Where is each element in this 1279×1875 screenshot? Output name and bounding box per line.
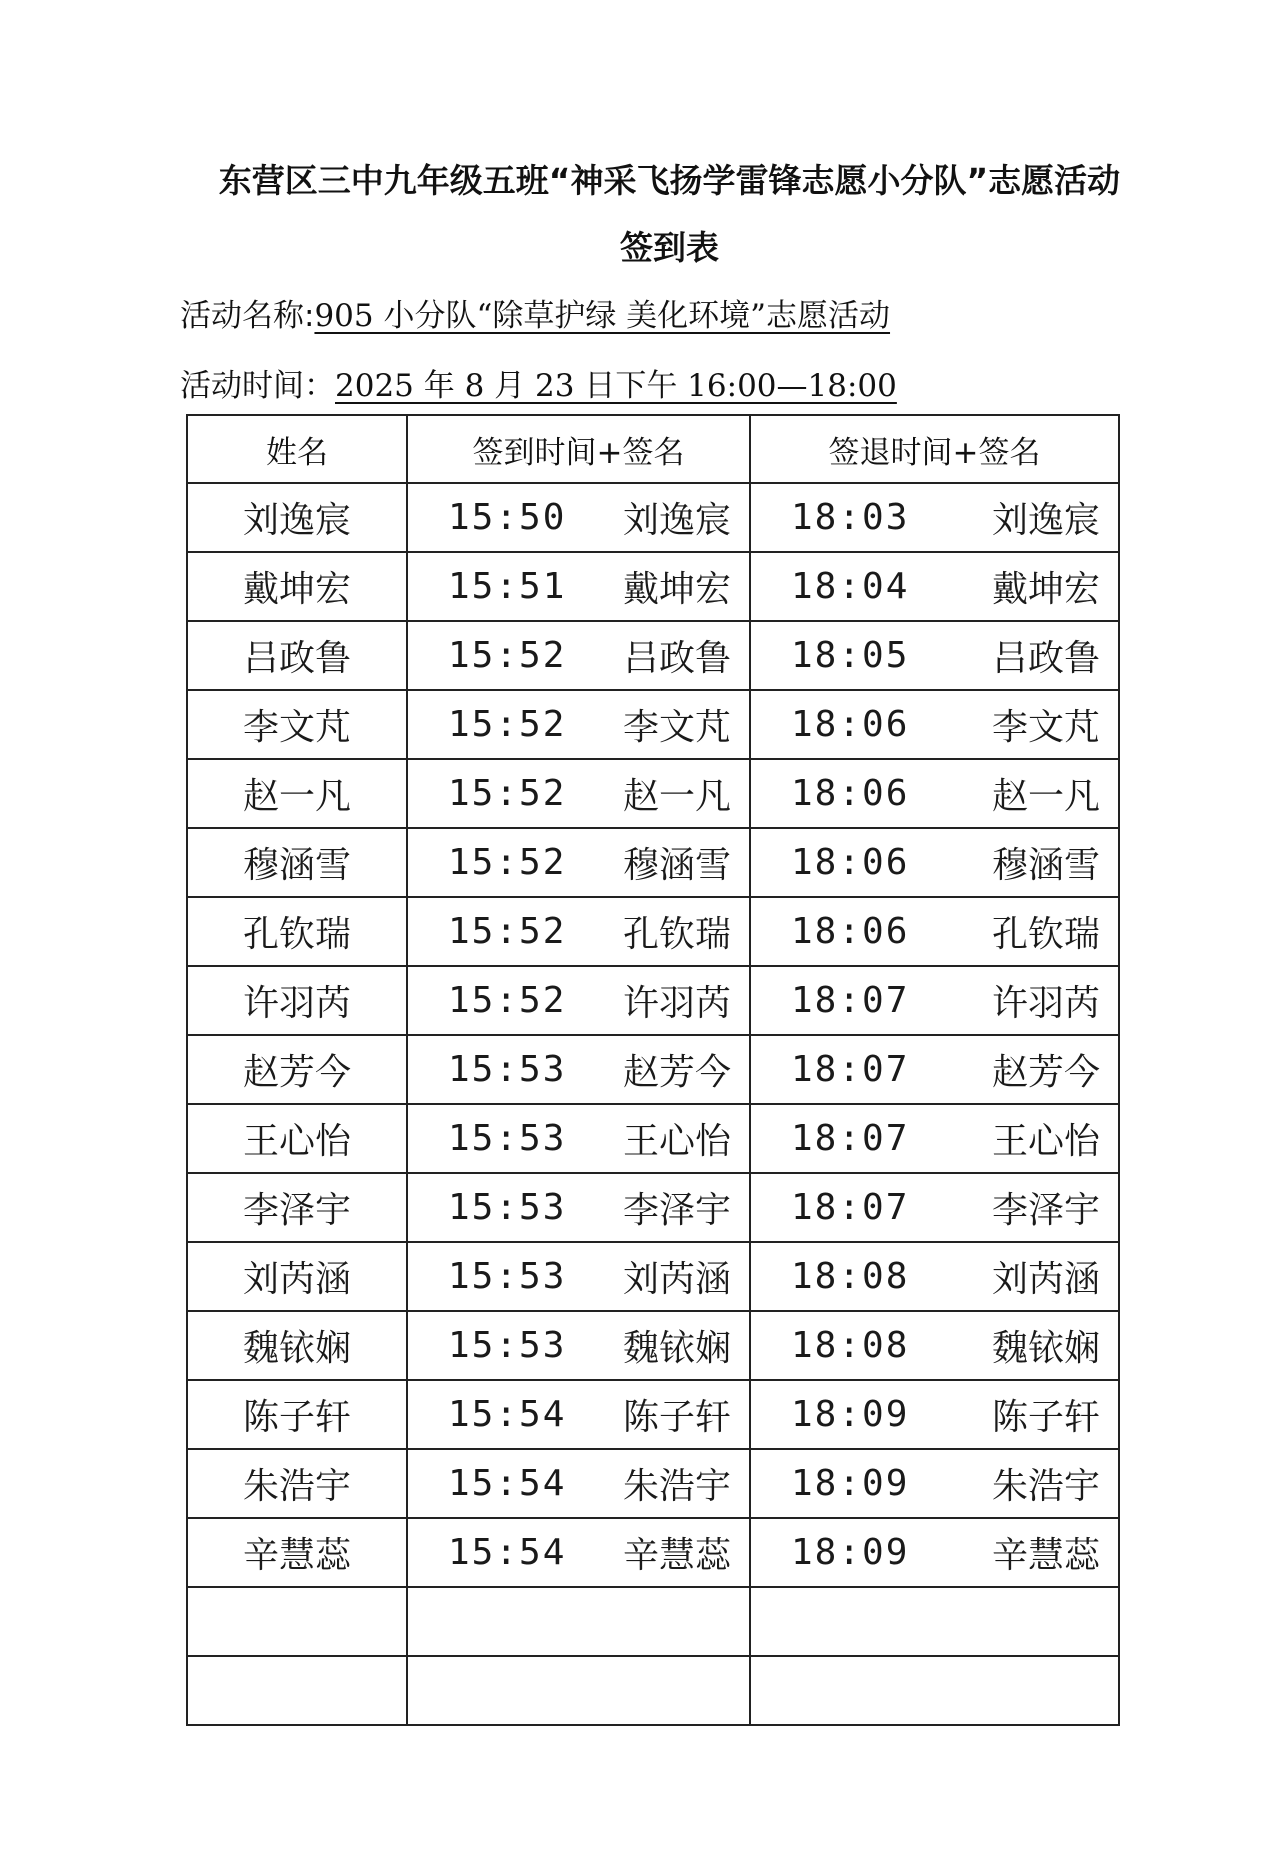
name-cell — [187, 1035, 407, 1104]
participant-name: 辛慧蕊 — [242, 1535, 351, 1576]
sign-in-cell-signature: 孔钦瑞 — [622, 914, 731, 955]
sign-in-cell — [407, 552, 750, 621]
sign-out-cell-time: 18:05 — [791, 635, 910, 676]
table-row — [187, 1311, 1119, 1380]
sign-in-cell-time: 15:53 — [448, 1256, 567, 1297]
sign-in-cell — [407, 1656, 750, 1725]
sign-in-cell — [407, 759, 750, 828]
name-cell — [187, 690, 407, 759]
table-row — [187, 1104, 1119, 1173]
name-cell — [187, 1173, 407, 1242]
name-cell — [187, 1311, 407, 1380]
participant-name: 穆涵雪 — [242, 845, 351, 886]
table-row — [187, 966, 1119, 1035]
participant-name: 王心怡 — [242, 1121, 351, 1162]
sign-in-cell-time: 15:52 — [448, 980, 567, 1021]
sign-out-cell-time: 18:06 — [791, 704, 910, 745]
sign-in-cell-signature: 魏铱娴 — [622, 1328, 731, 1369]
sign-out-cell-signature: 李文芃 — [991, 707, 1100, 748]
name-cell — [187, 1449, 407, 1518]
sign-in-cell-time: 15:51 — [448, 566, 567, 607]
sign-out-cell — [750, 966, 1119, 1035]
table-header-row — [187, 415, 1119, 483]
name-cell — [187, 552, 407, 621]
sign-out-cell-time: 18:09 — [791, 1394, 910, 1435]
sign-out-cell-signature: 刘逸宸 — [991, 500, 1100, 541]
sign-out-cell-signature: 陈子轩 — [991, 1397, 1100, 1438]
sign-out-cell-signature: 李泽宇 — [991, 1190, 1100, 1231]
sign-in-cell-time: 15:54 — [448, 1463, 567, 1504]
sign-out-cell-signature: 孔钦瑞 — [991, 914, 1100, 955]
sign-in-cell — [407, 1518, 750, 1587]
name-cell — [187, 828, 407, 897]
participant-name: 魏铱娴 — [242, 1328, 351, 1369]
activity-time — [180, 360, 897, 405]
sign-in-cell-signature: 李文芃 — [622, 707, 731, 748]
sign-out-cell-signature: 魏铱娴 — [991, 1328, 1100, 1369]
sign-in-cell-time: 15:52 — [448, 911, 567, 952]
table-row — [187, 483, 1119, 552]
sign-in-cell-signature: 王心怡 — [622, 1121, 731, 1162]
sign-out-cell — [750, 1380, 1119, 1449]
header-sign-out: 签退时间+签名 — [750, 415, 1119, 483]
name-cell — [187, 1656, 407, 1725]
attendance-table — [186, 414, 1120, 1726]
sign-in-cell — [407, 966, 750, 1035]
activity-name-value: 905 小分队“除草护绿 美化环境”志愿活动 — [314, 298, 891, 334]
sign-in-cell — [407, 1449, 750, 1518]
sign-out-cell — [750, 1311, 1119, 1380]
sign-in-cell — [407, 1035, 750, 1104]
table-row — [187, 1518, 1119, 1587]
table-row — [187, 621, 1119, 690]
name-cell — [187, 1242, 407, 1311]
sign-in-cell — [407, 1104, 750, 1173]
table-row — [187, 1035, 1119, 1104]
sign-in-cell — [407, 621, 750, 690]
sign-in-cell-signature: 赵一凡 — [622, 776, 731, 817]
name-cell — [187, 759, 407, 828]
sign-in-cell-time: 15:52 — [448, 773, 567, 814]
table-row — [187, 897, 1119, 966]
sign-in-cell — [407, 828, 750, 897]
sign-out-cell — [750, 1242, 1119, 1311]
sign-in-cell-time: 15:54 — [448, 1532, 567, 1573]
sign-in-cell-signature: 李泽宇 — [622, 1190, 731, 1231]
sign-in-cell-time: 15:53 — [448, 1049, 567, 1090]
sign-out-cell-time: 18:08 — [791, 1325, 910, 1366]
sign-in-cell-signature: 朱浩宇 — [622, 1466, 731, 1507]
sign-in-cell-signature: 许羽芮 — [622, 983, 731, 1024]
sign-out-cell — [750, 897, 1119, 966]
name-cell — [187, 897, 407, 966]
sign-out-cell — [750, 552, 1119, 621]
sign-out-cell-signature: 戴坤宏 — [991, 569, 1100, 610]
sign-in-cell — [407, 1242, 750, 1311]
sign-out-cell-time: 18:03 — [791, 497, 910, 538]
participant-name: 赵一凡 — [242, 776, 351, 817]
sign-out-cell — [750, 759, 1119, 828]
sign-in-cell-signature: 陈子轩 — [622, 1397, 731, 1438]
sign-out-cell — [750, 1173, 1119, 1242]
sign-out-cell-time: 18:06 — [791, 911, 910, 952]
participant-name: 李文芃 — [242, 707, 351, 748]
sign-out-cell-signature: 刘芮涵 — [991, 1259, 1100, 1300]
participant-name: 戴坤宏 — [242, 569, 351, 610]
table-row — [187, 759, 1119, 828]
participant-name: 许羽芮 — [242, 983, 351, 1024]
document-subtitle: 签到表 — [620, 228, 719, 267]
sign-out-cell — [750, 828, 1119, 897]
sign-in-cell-time: 15:50 — [448, 497, 567, 538]
sign-in-cell-time: 15:53 — [448, 1118, 567, 1159]
sign-out-cell-time: 18:04 — [791, 566, 910, 607]
sign-in-cell-signature: 穆涵雪 — [622, 845, 731, 886]
sign-out-cell-signature: 王心怡 — [991, 1121, 1100, 1162]
sign-out-cell-signature: 辛慧蕊 — [991, 1535, 1100, 1576]
sign-out-cell-signature: 赵一凡 — [991, 776, 1100, 817]
sign-out-cell — [750, 1035, 1119, 1104]
participant-name: 朱浩宇 — [242, 1466, 351, 1507]
table-row — [187, 1449, 1119, 1518]
sign-in-cell-time: 15:52 — [448, 704, 567, 745]
table-row — [187, 552, 1119, 621]
sign-out-cell-signature: 穆涵雪 — [991, 845, 1100, 886]
sign-out-cell — [750, 690, 1119, 759]
sign-out-cell-signature: 许羽芮 — [991, 983, 1100, 1024]
name-cell — [187, 1380, 407, 1449]
sign-in-cell-signature: 赵芳今 — [622, 1052, 731, 1093]
sign-out-cell-time: 18:07 — [791, 980, 910, 1021]
sign-out-cell — [750, 1656, 1119, 1725]
participant-name: 赵芳今 — [242, 1052, 351, 1093]
table-row — [187, 1173, 1119, 1242]
sign-out-cell-time: 18:06 — [791, 842, 910, 883]
sign-out-cell-signature: 吕政鲁 — [991, 638, 1100, 679]
participant-name: 吕政鲁 — [242, 638, 351, 679]
sign-out-cell — [750, 1587, 1119, 1656]
activity-name-label: 活动名称: — [180, 298, 315, 334]
sign-out-cell — [750, 1518, 1119, 1587]
name-cell — [187, 621, 407, 690]
sign-out-cell — [750, 1104, 1119, 1173]
table-row — [187, 828, 1119, 897]
name-cell — [187, 1587, 407, 1656]
participant-name: 刘芮涵 — [242, 1259, 351, 1300]
sign-out-cell — [750, 1449, 1119, 1518]
document-title: 东营区三中九年级五班“神采飞扬学雷锋志愿小分队”志愿活动 — [218, 161, 1121, 200]
sign-in-cell — [407, 690, 750, 759]
header-name: 姓名 — [187, 415, 407, 483]
sign-in-cell-time: 15:53 — [448, 1325, 567, 1366]
sign-out-cell-time: 18:09 — [791, 1463, 910, 1504]
participant-name: 刘逸宸 — [242, 500, 351, 541]
table-row — [187, 1587, 1119, 1656]
activity-name — [180, 290, 890, 335]
sign-in-cell-time: 15:52 — [448, 842, 567, 883]
activity-time-label: 活动时间： — [180, 368, 335, 404]
sign-out-cell-time: 18:07 — [791, 1187, 910, 1228]
table-row — [187, 690, 1119, 759]
sign-in-cell — [407, 1311, 750, 1380]
sign-in-cell-time: 15:53 — [448, 1187, 567, 1228]
sign-in-cell-signature: 刘芮涵 — [622, 1259, 731, 1300]
sign-out-cell-signature: 赵芳今 — [991, 1052, 1100, 1093]
participant-name: 孔钦瑞 — [242, 914, 351, 955]
sign-out-cell-time: 18:07 — [791, 1049, 910, 1090]
sign-in-cell-time: 15:54 — [448, 1394, 567, 1435]
table-row — [187, 1380, 1119, 1449]
sign-out-cell-time: 18:06 — [791, 773, 910, 814]
sign-in-cell — [407, 1587, 750, 1656]
sign-out-cell-time: 18:08 — [791, 1256, 910, 1297]
name-cell — [187, 966, 407, 1035]
sign-in-cell-signature: 辛慧蕊 — [622, 1535, 731, 1576]
sign-in-cell — [407, 483, 750, 552]
table-row — [187, 1656, 1119, 1725]
sign-in-cell-time: 15:52 — [448, 635, 567, 676]
name-cell — [187, 483, 407, 552]
table-row — [187, 1242, 1119, 1311]
sign-out-cell — [750, 483, 1119, 552]
sign-out-cell-signature: 朱浩宇 — [991, 1466, 1100, 1507]
sign-out-cell — [750, 621, 1119, 690]
sign-in-cell-signature: 吕政鲁 — [622, 638, 731, 679]
sign-in-cell-signature: 戴坤宏 — [622, 569, 731, 610]
sign-in-cell-signature: 刘逸宸 — [622, 500, 731, 541]
participant-name: 李泽宇 — [242, 1190, 351, 1231]
participant-name: 陈子轩 — [242, 1397, 351, 1438]
activity-time-value: 2025 年 8 月 23 日下午 16:00—18:00 — [335, 368, 897, 404]
sign-out-cell-time: 18:07 — [791, 1118, 910, 1159]
name-cell — [187, 1104, 407, 1173]
sign-in-cell — [407, 1380, 750, 1449]
header-sign-in: 签到时间+签名 — [407, 415, 750, 483]
sign-in-cell — [407, 1173, 750, 1242]
name-cell — [187, 1518, 407, 1587]
sign-in-cell — [407, 897, 750, 966]
sign-out-cell-time: 18:09 — [791, 1532, 910, 1573]
